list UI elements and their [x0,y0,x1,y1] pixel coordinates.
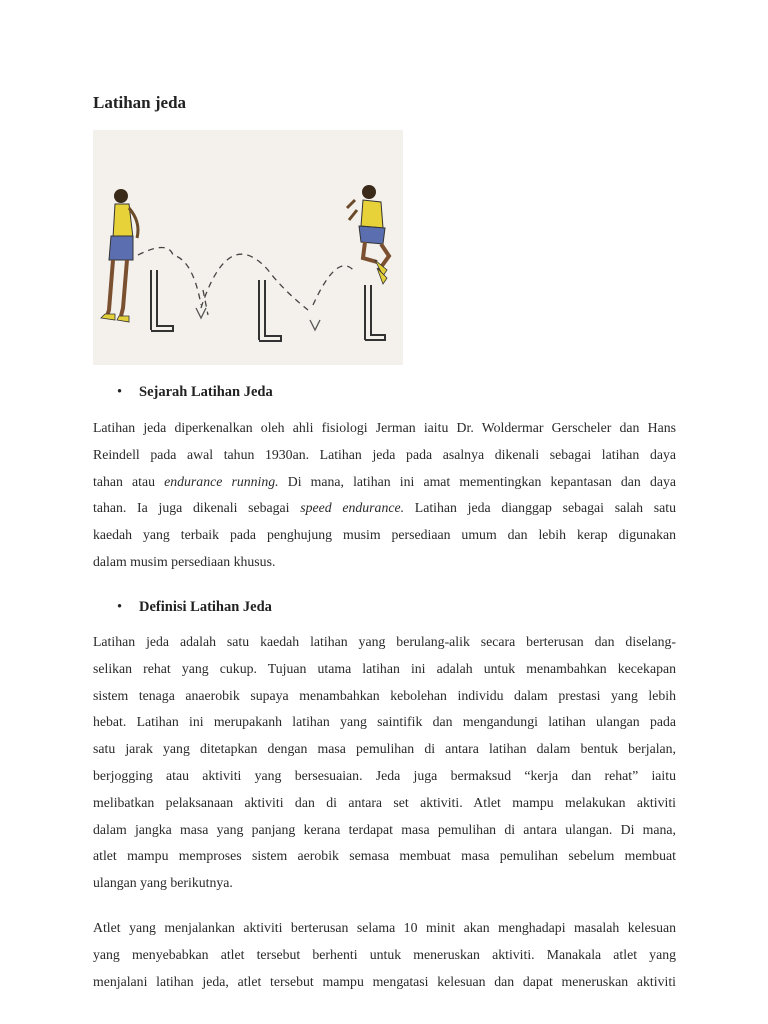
athlete-standing [101,189,138,322]
paragraph-line [93,870,676,897]
text-run: Reindell pada awal tahun 1930an. Latihan jeda pada asalnya dikenali sebagai latihan daya [93,446,676,462]
paragraph-line [93,790,676,817]
text-run: melibatkan pelaksanaan aktiviti dan di antara set aktiviti. Atlet mampu melakukan aktiviti [93,794,676,810]
hurdle-jumping-illustration [93,130,403,365]
paragraph-line [93,522,676,549]
text-run: hebat. Latihan ini merupakanh latihan yang saintifik dan mengandungi latihan ulangan pada [93,714,676,730]
bullet-icon: • [117,384,123,400]
text-run: berjogging atau aktiviti yang bersesuaian. Jeda juga bermaksud “kerja dan rehat” iaitu [93,767,676,783]
paragraph-line [93,709,676,736]
bullet-icon: • [117,599,123,615]
paragraph-line [93,817,676,844]
text-run: Atlet yang menjalankan aktiviti berterusan selama 10 minit akan menghadapi masalah kelesuan [93,920,676,935]
italic-term: endurance running. [164,473,279,489]
text-run: atlet mampu memproses sistem aerobik semasa membuat masa pemulihan sebelum membuat [93,848,676,864]
hurdle-jumping-figure [93,130,403,365]
jump-arc-lines [138,248,355,316]
paragraph-line [93,683,676,710]
paragraph-line [93,915,676,942]
athlete-jumping [347,185,389,284]
paragraph-line [93,736,676,763]
paragraph-line [93,549,676,576]
page-title: Latihan jeda [93,93,187,112]
paragraph-line [93,469,676,496]
paragraph-line [93,495,676,522]
section-heading-text: Sejarah Latihan Jeda [139,384,273,400]
text-run: Latihan jeda diperkenalkan oleh ahli fisiologi Jerman iaitu Dr. Woldermar Gerscheler dan Hans [93,420,676,435]
text-run: tahan atau [93,473,165,489]
body-paragraph [93,629,676,897]
paragraph-line [93,442,676,469]
text-run: sistem tenaga anaerobik supaya menambahkan kebolehan individu dalam prestasi yang lebih [93,687,676,703]
paragraph-line [93,656,676,683]
hurdles [151,270,385,341]
text-run: Latihan jeda adalah satu kaedah latihan yang berulang-alik secara berterusan dan diselang- [93,634,676,649]
text-run: kaedah yang terbaik pada penghujung musim persediaan umum dan lebih kerap digunakan [93,527,676,543]
body-paragraph [93,415,676,576]
italic-term: speed endurance. [300,500,405,516]
text-run: tahan. Ia juga dikenali sebagai [93,500,301,516]
text-run: satu jarak yang ditetapkan dengan masa pemulihan di antara latihan dalam bentuk berjalan, [93,741,676,757]
body-paragraph [93,915,676,995]
paragraph-line [93,629,676,656]
paragraph-line [93,843,676,870]
paragraph-line [93,415,676,442]
paragraph-line [93,763,676,790]
paragraph-line [93,969,676,996]
text-run: ulangan yang berikutnya. [93,875,233,891]
text-run: dalam jangka masa yang panjang kerana terdapat masa pemulihan di antara ulangan. Di mana, [93,821,676,837]
text-run: Latihan jeda dianggap sebagai salah satu [404,500,676,516]
paragraph-line [93,942,676,969]
text-run: selikan rehat yang cukup. Tujuan utama latihan ini adalah untuk menambahkan kecekapan [93,660,676,676]
text-run: dalam musim persediaan khusus. [93,553,276,569]
text-run: yang menyebabkan atlet tersebut berhenti untuk meneruskan aktiviti. Manakala atlet yang [93,946,676,962]
text-run: Di mana, latihan ini amat mementingkan kepantasan dan daya [278,473,676,489]
section-heading-text: Definisi Latihan Jeda [139,599,272,615]
text-run: menjalani latihan jeda, atlet tersebut mampu mengatasi kelesuan dan dapat meneruskan aktiviti [93,973,676,989]
